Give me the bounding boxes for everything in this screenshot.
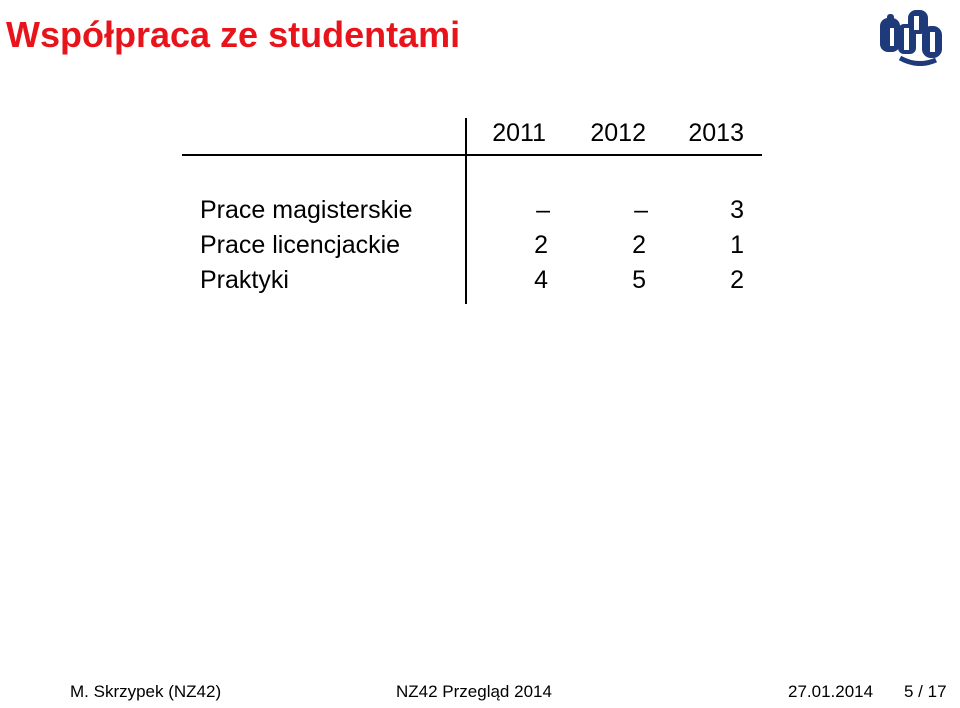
table-cell: 2 (632, 231, 646, 259)
table-cell: 1 (730, 231, 744, 259)
table-cell: 4 (534, 266, 548, 294)
footer-page-number: 5 / 17 (904, 682, 947, 701)
footer-author: M. Skrzypek (NZ42) (70, 682, 222, 701)
table-column-divider (465, 118, 467, 304)
table-cell: 5 (632, 266, 646, 294)
table-cell: 3 (730, 196, 744, 224)
table-cell: – (634, 196, 648, 224)
column-header-2013: 2013 (688, 119, 744, 147)
table-cell: 2 (730, 266, 744, 294)
table-cell: 2 (534, 231, 548, 259)
row-label-praktyki: Praktyki (200, 266, 289, 294)
table-header-divider (182, 154, 762, 156)
column-header-2011: 2011 (492, 119, 546, 147)
footer-date: 27.01.2014 (788, 682, 874, 701)
row-label-prace-magisterskie: Prace magisterskie (200, 196, 413, 224)
column-header-2012: 2012 (590, 119, 646, 147)
beamer-navigation-bar[interactable] (696, 701, 958, 708)
footer-talk-title: NZ42 Przegląd 2014 (396, 682, 552, 701)
row-label-prace-licencjackie: Prace licencjackie (200, 231, 401, 259)
table-cell: – (536, 196, 550, 224)
slide-title: Współpraca ze studentami (6, 14, 461, 55)
